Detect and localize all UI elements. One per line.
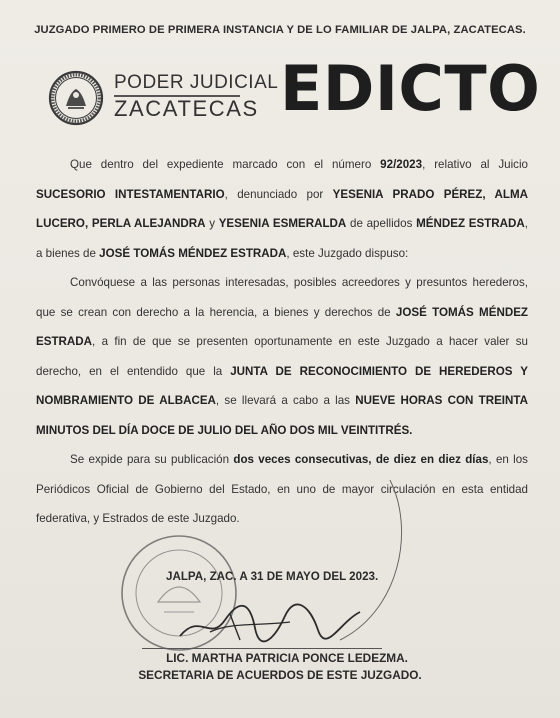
text-run: , a bienes de <box>36 217 529 260</box>
text-run: de apellidos <box>346 217 417 230</box>
claimant-surname: MÉNDEZ ESTRADA <box>416 217 525 230</box>
place-and-date: JALPA, ZAC. A 31 DE MAYO DEL 2023. <box>166 570 379 583</box>
deceased-name: JOSÉ TOMÁS MÉNDEZ ESTRADA <box>99 246 287 260</box>
institution-state: ZACATECAS <box>114 96 259 121</box>
text-run: , este Juzgado dispuso: <box>286 246 409 260</box>
signer-name: LIC. MARTHA PATRICIA PONCE LEDEZMA. <box>166 651 408 665</box>
hearing-datetime: NUEVE HORAS CON TREINTA MINUTOS DEL DÍA DOCE DE JULIO DEL AÑO DOS MIL VEINTITRÉS. <box>36 394 528 437</box>
court-name-header: JUZGADO PRIMERO DE PRIMERA INSTANCIA Y DE LO FAMILIAR DE JALPA, ZACATECAS. <box>34 24 526 36</box>
text-run: , en los Periódicos Oficial de Gobierno del Estado, en uno de mayor circulación en esta entidad federativa, y Estrados de este Juzgado. <box>36 453 528 525</box>
state-seal-icon <box>48 70 104 126</box>
hearing-event: JUNTA DE RECONOCIMIENTO DE HEREDEROS Y NOMBRAMIENTO DE ALBACEA <box>36 364 528 407</box>
handwritten-signature <box>170 592 370 648</box>
signature-line <box>142 648 382 649</box>
text-run: , denunciado por <box>224 187 333 201</box>
institution-name: PODER JUDICIAL <box>114 72 279 93</box>
deceased-name: JOSÉ TOMÁS MÉNDEZ ESTRADA <box>36 305 529 348</box>
publication-frequency: dos veces consecutivas, de diez en diez días <box>233 453 489 466</box>
text-run: Se expide para su publicación <box>70 453 234 466</box>
text-run: , relativo al Juicio <box>422 158 528 171</box>
signer-title: SECRETARIA DE ACUERDOS DE ESTE JUZGADO. <box>138 668 422 682</box>
text-run: , se llevará a cabo a las <box>215 394 356 407</box>
text-run: y <box>205 217 219 230</box>
claimant-names: YESENIA PRADO PÉREZ, ALMA LUCERO, PERLA ALEJANDRA <box>36 187 528 230</box>
text-run: Convóquese a las personas interesadas, posibles acreedores y presuntos herederos, que se crean con derecho a la herencia, a bienes y derechos de <box>36 276 528 319</box>
paragraph-2 <box>36 268 528 445</box>
document-title: EDICTO <box>280 52 541 125</box>
case-number: 92/2023 <box>380 158 423 171</box>
text-run: Que dentro del expediente marcado con el número <box>70 158 381 171</box>
paragraph-1 <box>36 150 528 268</box>
proceeding-type: SUCESORIO INTESTAMENTARIO <box>36 187 225 201</box>
text-run: , a fin de que se presenten oportunamente en este Juzgado a hacer valer su derecho, en el entendido que la <box>36 335 528 378</box>
claimant-names-2: YESENIA ESMERALDA <box>218 217 347 230</box>
